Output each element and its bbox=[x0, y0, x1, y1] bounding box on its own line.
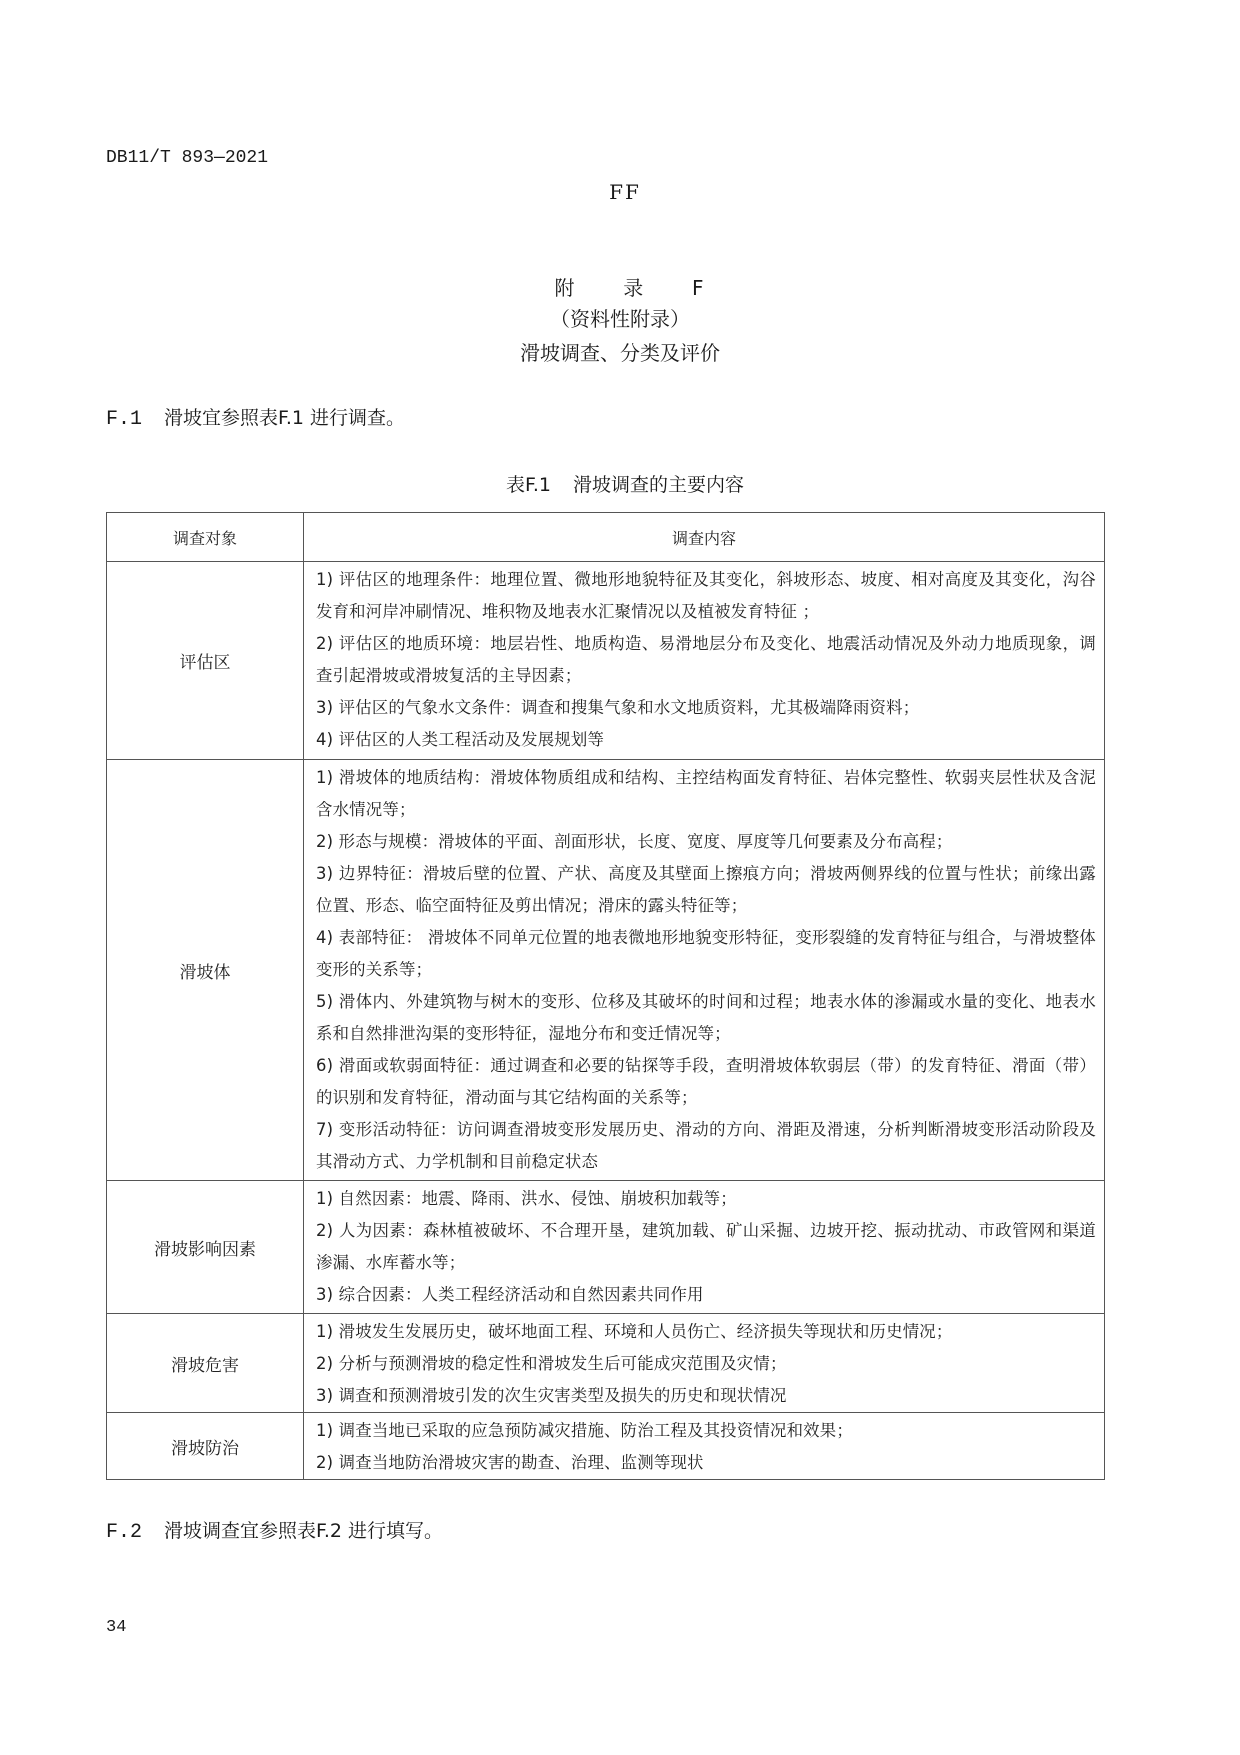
row-content bbox=[304, 1314, 1105, 1413]
content-item: 1) 滑坡发生发展历史，破坏地面工程、环境和人员伤亡、经济损失等现状和历史情况； bbox=[316, 1322, 953, 1341]
content-item: 3) 调查和预测滑坡引发的次生灾害类型及损失的历史和现状情况 bbox=[316, 1386, 787, 1405]
content-item: 2) 分析与预测滑坡的稳定性和滑坡发生后可能成灾范围及灾情； bbox=[316, 1354, 787, 1373]
table-row bbox=[107, 1314, 1105, 1413]
survey-table bbox=[106, 512, 1105, 1480]
table-row bbox=[107, 760, 1105, 1181]
clause-number: F.1 bbox=[106, 408, 143, 431]
content-item: 2) 调查当地防治滑坡灾害的勘查、治理、监测等现状 bbox=[316, 1453, 704, 1472]
clause-text: 滑坡宜参照表F.1 进行调查。 bbox=[164, 407, 406, 429]
appendix-subtitle: （资料性附录） bbox=[550, 307, 690, 331]
content-item: 3) 评估区的气象水文条件：调查和搜集气象和水文地质资料，尤其极端降雨资料； bbox=[316, 698, 920, 717]
row-content bbox=[304, 760, 1105, 1181]
content-item: 3) 综合因素：人类工程经济活动和自然因素共同作用 bbox=[316, 1285, 704, 1304]
table-row bbox=[107, 1413, 1105, 1480]
content-item: 2) 人为因素：森林植被破坏、不合理开垦，建筑加载、矿山采掘、边坡开挖、振动扰动、市政管网和渠道渗漏、水库蓄水等； bbox=[316, 1221, 1096, 1272]
content-item: 1) 调查当地已采取的应急预防减灾措施、防治工程及其投资情况和效果； bbox=[316, 1421, 853, 1440]
content-item: 1) 评估区的地理条件：地理位置、微地形地貌特征及其变化，斜坡形态、坡度、相对高度及其变化，沟谷发育和河岸冲刷情况、堆积物及地表水汇聚情况以及植被发育特征 ； bbox=[316, 570, 1096, 621]
header-survey-content: 调查内容 bbox=[304, 513, 1105, 562]
appendix-title: 附 录 F bbox=[554, 276, 716, 300]
content-item: 4) 表部特征： 滑坡体不同单元位置的地表微地形地貌变形特征，变形裂缝的发育特征与组合，与滑坡整体变形的关系等； bbox=[316, 928, 1096, 979]
content-item: 5) 滑体内、外建筑物与树木的变形、位移及其破坏的时间和过程；地表水体的渗漏或水量的变化、地表水系和自然排泄沟渠的变形特征，湿地分布和变迁情况等； bbox=[316, 992, 1096, 1043]
content-item: 2) 形态与规模：滑坡体的平面、剖面形状，长度、宽度、厚度等几何要素及分布高程； bbox=[316, 832, 953, 851]
content-item: 6) 滑面或软弱面特征：通过调查和必要的钻探等手段，查明滑坡体软弱层（带）的发育特征、滑面（带）的识别和发育特征，滑动面与其它结构面的关系等； bbox=[316, 1056, 1096, 1107]
table-caption-text: 滑坡调查的主要内容 bbox=[573, 474, 745, 496]
table-row bbox=[107, 1181, 1105, 1314]
table-header-row bbox=[107, 513, 1105, 562]
clause-f1 bbox=[106, 403, 405, 431]
row-object: 滑坡影响因素 bbox=[107, 1181, 304, 1314]
page-number: 34 bbox=[106, 1618, 127, 1637]
appendix-name: 滑坡调查、分类及评价 bbox=[520, 341, 720, 365]
row-object: 滑坡防治 bbox=[107, 1413, 304, 1480]
document-code: DB11/T 893—2021 bbox=[106, 148, 269, 168]
content-item: 7) 变形活动特征：访问调查滑坡变形发展历史、滑动的方向、滑距及滑速，分析判断滑坡变形活动阶段及其滑动方式、力学机制和目前稳定状态 bbox=[316, 1120, 1096, 1171]
content-item: 3) 边界特征：滑坡后壁的位置、产状、高度及其壁面上擦痕方向；滑坡两侧界线的位置与性状；前缘出露位置、形态、临空面特征及剪出情况；滑床的露头特征等； bbox=[316, 864, 1096, 915]
content-item: 4) 评估区的人类工程活动及发展规划等 bbox=[316, 730, 605, 749]
table-row bbox=[107, 562, 1105, 760]
row-content bbox=[304, 562, 1105, 760]
row-object: 评估区 bbox=[107, 562, 304, 760]
row-object: 滑坡体 bbox=[107, 760, 304, 1181]
row-content bbox=[304, 1181, 1105, 1314]
content-item: 1) 自然因素：地震、降雨、洪水、侵蚀、崩坡积加载等； bbox=[316, 1189, 737, 1208]
row-object: 滑坡危害 bbox=[107, 1314, 304, 1413]
row-content bbox=[304, 1413, 1105, 1480]
table-caption bbox=[0, 470, 1240, 497]
header-survey-object: 调查对象 bbox=[107, 513, 304, 562]
header-mark: FF bbox=[609, 180, 641, 204]
clause-text: 滑坡调查宜参照表F.2 进行填写。 bbox=[164, 1520, 444, 1542]
clause-number: F.2 bbox=[106, 1521, 143, 1544]
clause-f2 bbox=[106, 1516, 443, 1544]
table-caption-number: 表F.1 bbox=[505, 474, 551, 496]
content-item: 2) 评估区的地质环境：地层岩性、地质构造、易滑地层分布及变化、地震活动情况及外动力地质现象，调查引起滑坡或滑坡复活的主导因素； bbox=[316, 634, 1096, 685]
content-item: 1) 滑坡体的地质结构：滑坡体物质组成和结构、主控结构面发育特征、岩体完整性、软弱夹层性状及含泥含水情况等； bbox=[316, 768, 1096, 819]
